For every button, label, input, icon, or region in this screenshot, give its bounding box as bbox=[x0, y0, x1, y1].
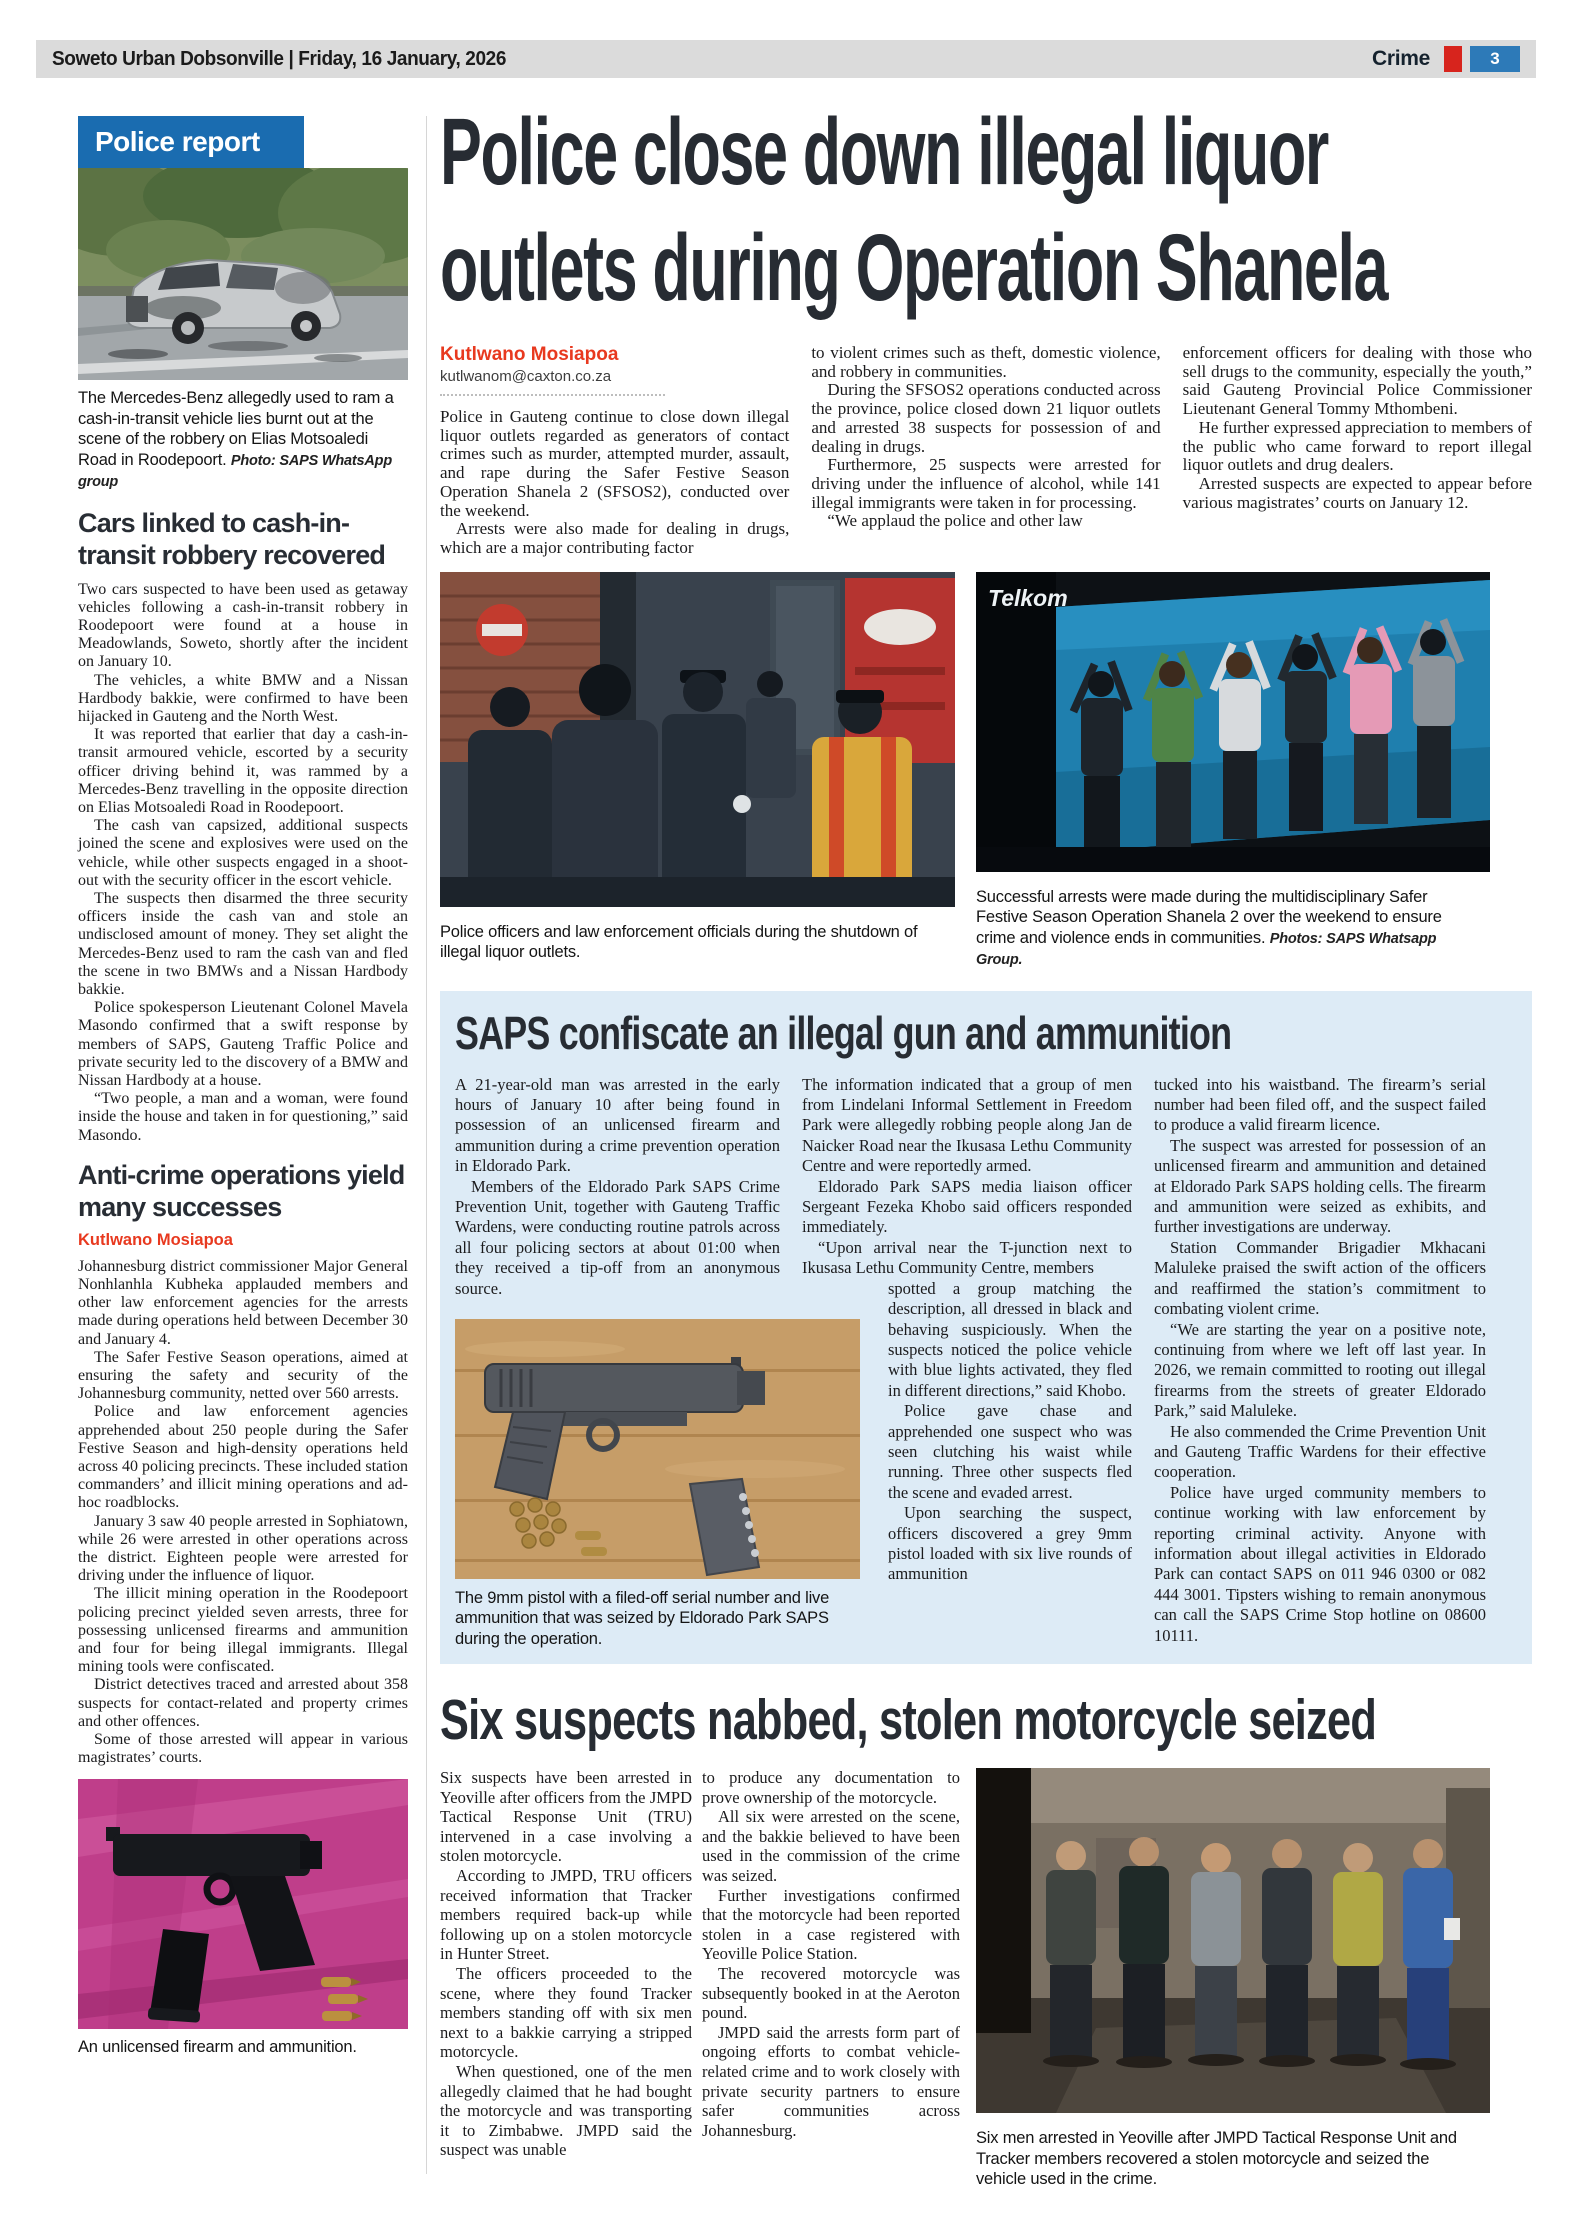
arrests-photo bbox=[976, 572, 1490, 872]
six-men-caption: Six men arrested in Yeoville after JMPD Tactical Response Unit and Tracker members recovered a stolen motorcycle and seized the vehicle used in the crime. bbox=[976, 2129, 1457, 2188]
main-col-1 bbox=[440, 344, 789, 558]
arrests-caption: Successful arrests were made during the multidisciplinary Safer Festive Season Operation Shanela 2 over the weekend to ensure crime and violence ends in communities. Photos: SAPS Whatsapp Group. bbox=[976, 887, 1442, 969]
six-suspects-col2-body: to produce any documentation to prove ownership of the motorcycle. All six were arrested on the scene, and the bakkie believed to have been used in the commission of the crime was seized. Further investigations confirmed that the motorcycle had been reported stolen in a case registered with Yeoville Police Station. The recovered motorcycle was subsequently booked in at the Aeroton pound. JMPD said the arrests form part of ongoing efforts to combat vehicle-related crime and to work closely with private security partners to ensure safer communities across Johannesburg. bbox=[702, 1768, 960, 2140]
main-byline-email: kutlwanom@caxton.co.za bbox=[440, 368, 612, 385]
six-men-photo bbox=[976, 1768, 1490, 2113]
saps-col2-wrapped: spotted a group matching the description, all dressed in black and behaving suspiciously. When the suspects noticed the police vehicle with blue lights activated, they fled in different directions,” said Khobo. Police gave chase and apprehended one suspect who was seen clutching his waist while running. Three other suspects fled the scene and evaded arrest. Upon searching the suspect, officers discovered a grey 9mm pistol loaded with six live rounds of ammunition bbox=[888, 1278, 1132, 1584]
page-number: 3 bbox=[1470, 46, 1520, 72]
anti-crime-byline: Kutlwano Mosiapoa bbox=[78, 1230, 233, 1249]
byline-rule bbox=[440, 394, 665, 396]
main-col2-body: to violent crimes such as theft, domestic violence, and robbery in communities. During the SFSOS2 operations conducted across the province, police closed down 21 liquor outlets and arrested 38 suspects for possession of and dealing in drugs. Furthermore, 25 suspects were arrested for driving under the influence of alcohol, while 141 illegal immigrants were taken in for processing. “We applaud the police and other law bbox=[811, 343, 1161, 531]
main-area bbox=[440, 96, 1532, 2190]
masthead: Soweto Urban Dobsonville | Friday, 16 January, 2026 bbox=[52, 47, 507, 70]
column-divider bbox=[426, 116, 427, 2174]
six-suspects-article bbox=[440, 1686, 1532, 2190]
cars-article-body: Two cars suspected to have been used as getaway vehicles following a cash-in-transit robbery in Roodepoort were found at a house in Meadowlands, Soweto, shortly after the incident on January 10. The vehicles, a white BMW and a Nissan Hardbody bakkie, were confirmed to have been hijacked in Gauteng and the North West. It was reported that earlier that day a cash-in-transit armoured vehicle, escorted by a security officer driving behind it, was rammed by a Mercedes-Benz travelling in the opposite direction on Elias Motsoaledi Road in Roodepoort. The cash van capsized, additional suspects joined the scene and explosives were used on the vehicle, while other suspects engaged in a shoot-out with the security officer in the escort vehicle. The suspects then disarmed the three security officers inside the cash van and stole an undisclosed amount of money. They set alight the Mercedes-Benz used to ram the cash van and fled the scene in two BMWs and a Nissan Hardbody bakkie. Police spokesperson Lieutenant Colonel Mavela Masondo confirmed that a swift response by members of SAPS, Gauteng Traffic Police and private security led to the discovery of a BMW and Nissan Hardbody at a house. “Two people, a man and a woman, were found inside the house and taken in for questioning,” said Masondo. bbox=[78, 580, 408, 1144]
main-col1-body: Police in Gauteng continue to close down illegal liquor outlets regarded as generators of contact crimes such as murder, attempted murder, assault, and rape during the Safer Festive Season Operation Shanela 2 (SFSOS2), conducted over the weekend. Arrests were also made for dealing in drugs, which are a major contributing factor bbox=[440, 407, 790, 557]
saps-col2-top: The information indicated that a group of men from Lindelani Informal Settlement in Freedom Park were allegedly robbing people along Jan de Naicker Road near the Ikusasa Lethu Community Centre and were reportedly armed. Eldorado Park SAPS media liaison officer Sergeant Fezeka Khobo said officers responded immediately. “Upon arrival near the T-junction next to Ikusasa Lethu Community Centre, members bbox=[802, 1074, 1132, 1278]
six-suspects-col-1 bbox=[440, 1768, 692, 2190]
pink-gun-photo bbox=[78, 1779, 408, 2029]
main-col-2 bbox=[811, 344, 1160, 558]
left-column bbox=[78, 116, 408, 2058]
arrests-credit: Photos: SAPS Whatsapp Group. bbox=[976, 930, 1437, 969]
cars-article-headline: Cars linked to cash-in-transit robbery recovered bbox=[78, 507, 386, 570]
main-article-columns bbox=[440, 344, 1532, 558]
burnt-car-credit: Photo: SAPS WhatsApp group bbox=[78, 452, 392, 490]
six-suspects-col1-body: Six suspects have been arrested in Yeoville after officers from the JMPD Tactical Response Unit (TRU) intervened in a case involving a stolen motorcycle. According to JMPD, TRU officers received information that Tracker members required back-up while following up on a stolen motorcycle in Hunter Street. The officers proceeded to the scene, where they found Tracker members standing off with six men next to a bakkie carrying a stripped motorcycle. When questioned, one of the men allegedly claimed that he had bought the motorcycle and was transporting it to Zimbabwe. JMPD said the suspect was unable bbox=[440, 1768, 692, 2160]
main-headline-line2: outlets during Operation Shanela bbox=[440, 215, 1388, 321]
saps-col3-body: tucked into his waistband. The firearm’s serial number had been filed off, and the suspect failed to produce a valid firearm licence. The suspect was arrested for possession of an unlicensed firearm and ammunition and detained at Eldorado Park SAPS holding cells. The firearm and ammunition were seized as exhibits, and further investigations are underway. Station Commander Brigadier Mkhacani Maluleke praised the swift action of the officers and reaffirmed the station’s commitment to combating violent crime. “We are starting the year on a positive note, continuing from where we left off last year. In 2026, we remain committed to rooting out illegal firearms from the streets of greater Eldorado Park,” said Maluleke. He also commended the Crime Prevention Unit and Gauteng Traffic Wardens for their effective cooperation. Police have urged community members to continue working with law enforcement by reporting criminal activity. Anyone with information about illegal activities in Eldorado Park can contact SAPS on 011 946 0300 or 082 444 3001. Tipsters wishing to remain anonymous can call the SAPS Crime Stop hotline on 08600 10111. bbox=[1154, 1074, 1486, 1645]
main-col3-body: enforcement officers for dealing with those who sell drugs to the community, especially the youth,” said Gauteng Provincial Police Commissioner Lieutenant General Tommy Mthombeni. He further expressed appreciation to members of the public who came forward to report illegal liquor outlets and drug dealers. Arrested suspects are expected to appear before various magistrates’ courts on January 12. bbox=[1182, 343, 1532, 512]
saps-article-box bbox=[440, 991, 1532, 1664]
anti-crime-headline: Anti-crime operations yield many successes bbox=[78, 1159, 405, 1222]
six-men-figure bbox=[976, 1768, 1490, 2190]
burnt-car-photo bbox=[78, 168, 408, 380]
main-col-3 bbox=[1183, 344, 1532, 558]
pink-gun-caption: An unlicensed firearm and ammunition. bbox=[78, 2038, 357, 2057]
saps-col1-body: A 21-year-old man was arrested in the early hours of January 10 after being found in possession of an unlicensed firearm and ammunition during a crime prevention operation in Eldorado Park. Members of the Eldorado Park SAPS Crime Prevention Unit, together with Gauteng Traffic Wardens, were conducting routine patrols across all four policing sectors at about 01:00 when they received a tip-off from an anonymous source. bbox=[455, 1074, 780, 1298]
liquor-shutdown-figure bbox=[440, 572, 955, 963]
main-byline: Kutlwano Mosiapoa bbox=[440, 344, 619, 365]
main-photos-row bbox=[440, 572, 1532, 971]
header-bar bbox=[36, 40, 1536, 78]
seized-pistol-photo bbox=[455, 1319, 860, 1579]
seized-pistol-caption: The 9mm pistol with a filed-off serial number and live ammunition that was seized by Eldorado Park SAPS during the operation. bbox=[455, 1588, 830, 1648]
six-suspects-headline: Six suspects nabbed, stolen motorcycle seized bbox=[440, 1688, 1377, 1752]
main-headline-line1: Police close down illegal liquor bbox=[440, 99, 1329, 205]
svg-text:Telkom: Telkom bbox=[988, 584, 1068, 611]
arrests-figure bbox=[976, 572, 1490, 971]
liquor-shutdown-caption: Police officers and law enforcement officials during the shutdown of illegal liquor outlets. bbox=[440, 922, 918, 962]
police-report-banner: Police report bbox=[78, 116, 304, 168]
six-suspects-col-2 bbox=[702, 1768, 960, 2190]
burnt-car-caption: The Mercedes-Benz allegedly used to ram a cash-in-transit vehicle lies burnt out at the scene of the robbery on Elias Motsoaledi Road in Roodepoort. Photo: SAPS WhatsApp group bbox=[78, 389, 394, 490]
section-label: Crime bbox=[1371, 47, 1430, 70]
saps-headline: SAPS confiscate an illegal gun and ammunition bbox=[455, 1006, 1232, 1059]
liquor-shutdown-photo bbox=[440, 572, 955, 907]
six-suspects-columns bbox=[440, 1768, 1532, 2190]
seized-pistol-figure bbox=[455, 1319, 860, 1650]
saps-col-3 bbox=[1154, 1075, 1486, 1646]
anti-crime-body: Johannesburg district commissioner Major General Nonhlanhla Kubheka applauded members and other law enforcement agencies for the arrests made during operations held between December 30 and January 4. The Safer Festive Season operations, aimed at ensuring the safety and security of the Johannesburg community, netted over 560 arrests. Police and law enforcement agencies apprehended about 250 people during the Safer Festive Season and high-density operations held across 40 policing precincts. These included station commanders’ and illicit mining operations and ad-hoc roadblocks. January 3 saw 40 people arrested in Sophiatown, while 26 were arrested in other operations across the district. Eighteen people were arrested for driving under the influence of liquor. The illicit mining operation in the Roodepoort policing precinct yielded seven arrests, three for possessing unlicensed firearms and ammunition and four for being illegal immigrants. Illegal mining tools were confiscated. District detectives traced and arrested about 358 suspects for contact-related and property crimes and other offences. Some of those arrested will appear in various magistrates’ courts. bbox=[78, 1257, 408, 1767]
section-red-block bbox=[1444, 46, 1462, 72]
